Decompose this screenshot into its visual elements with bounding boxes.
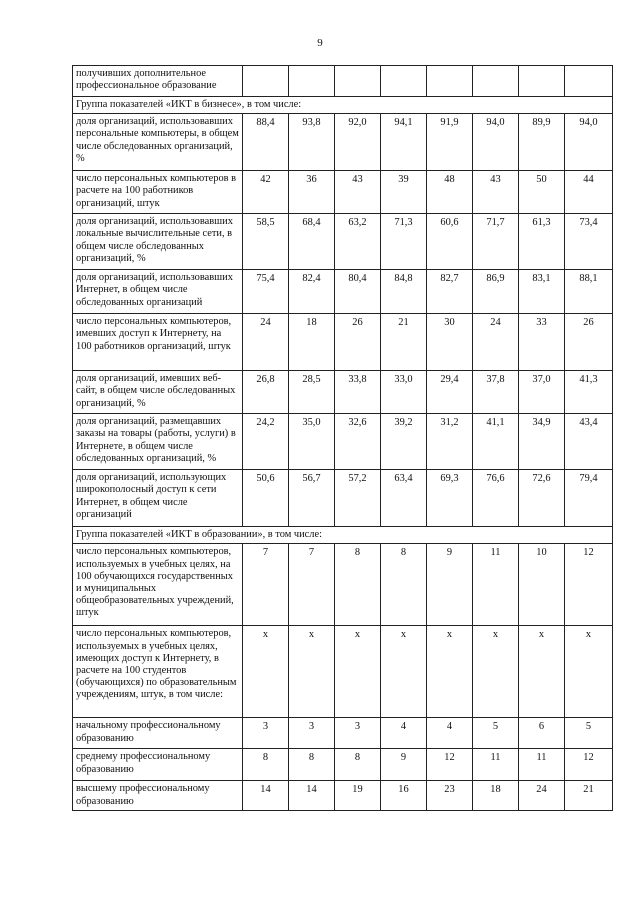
value-cell: 7 bbox=[289, 544, 335, 626]
value-cell: 75,4 bbox=[243, 270, 289, 314]
value-cell: 92,0 bbox=[335, 114, 381, 171]
group-header-row bbox=[73, 527, 613, 544]
value-cell: 3 bbox=[335, 718, 381, 749]
indicator-label: доля организаций, имевших веб-сайт, в общем числе обследованных организаций, % bbox=[73, 371, 243, 414]
value-cell: 76,6 bbox=[473, 470, 519, 527]
indicator-label: получивших дополнительное профессиональное образование bbox=[73, 66, 243, 97]
value-cell: 19 bbox=[335, 781, 381, 811]
value-cell: 41,3 bbox=[565, 371, 613, 414]
value-cell: 28,5 bbox=[289, 371, 335, 414]
value-cell: 33,0 bbox=[381, 371, 427, 414]
indicator-label: число персональных компьютеров, имевших доступ к Интернету, на 100 работников организаций, штук bbox=[73, 314, 243, 371]
value-cell: 39,2 bbox=[381, 414, 427, 470]
value-cell bbox=[381, 66, 427, 97]
value-cell: 82,7 bbox=[427, 270, 473, 314]
group-header-row bbox=[73, 97, 613, 114]
value-cell: 12 bbox=[427, 749, 473, 781]
value-cell bbox=[427, 66, 473, 97]
value-cell: 35,0 bbox=[289, 414, 335, 470]
value-cell: 26 bbox=[565, 314, 613, 371]
value-cell: 12 bbox=[565, 749, 613, 781]
indicator-label: начальному профессиональному образованию bbox=[73, 718, 243, 749]
indicator-label: доля организаций, использовавших персональные компьютеры, в общем числе обследованных организаций, % bbox=[73, 114, 243, 171]
table-row bbox=[73, 781, 613, 811]
value-cell: 63,4 bbox=[381, 470, 427, 527]
value-cell: 57,2 bbox=[335, 470, 381, 527]
value-cell: x bbox=[335, 626, 381, 718]
value-cell: 68,4 bbox=[289, 214, 335, 270]
indicator-label: среднему профессиональному образованию bbox=[73, 749, 243, 781]
value-cell: 89,9 bbox=[519, 114, 565, 171]
value-cell: 84,8 bbox=[381, 270, 427, 314]
value-cell: 29,4 bbox=[427, 371, 473, 414]
value-cell: 33 bbox=[519, 314, 565, 371]
value-cell: 91,9 bbox=[427, 114, 473, 171]
indicator-label: доля организаций, использующих широкополосный доступ к сети Интернет, в общем числе организаций bbox=[73, 470, 243, 527]
value-cell bbox=[473, 66, 519, 97]
value-cell: 36 bbox=[289, 171, 335, 214]
indicator-label: число персональных компьютеров, используемых в учебных целях, на 100 обучающихся государственных и муниципальных общеобразовательных учреждений, штук bbox=[73, 544, 243, 626]
value-cell: 11 bbox=[473, 544, 519, 626]
value-cell: 34,9 bbox=[519, 414, 565, 470]
value-cell: 8 bbox=[335, 544, 381, 626]
value-cell: 88,4 bbox=[243, 114, 289, 171]
indicator-label: доля организаций, использовавших Интернет, в общем числе обследованных организаций bbox=[73, 270, 243, 314]
table-row bbox=[73, 114, 613, 171]
table-row bbox=[73, 470, 613, 527]
value-cell: 41,1 bbox=[473, 414, 519, 470]
value-cell: 9 bbox=[381, 749, 427, 781]
value-cell: x bbox=[519, 626, 565, 718]
value-cell: 71,3 bbox=[381, 214, 427, 270]
value-cell: 14 bbox=[243, 781, 289, 811]
value-cell: 63,2 bbox=[335, 214, 381, 270]
table-row bbox=[73, 544, 613, 626]
value-cell: x bbox=[473, 626, 519, 718]
value-cell: 48 bbox=[427, 171, 473, 214]
value-cell: 69,3 bbox=[427, 470, 473, 527]
value-cell: 80,4 bbox=[335, 270, 381, 314]
value-cell: 5 bbox=[565, 718, 613, 749]
value-cell bbox=[335, 66, 381, 97]
value-cell: 31,2 bbox=[427, 414, 473, 470]
value-cell: 83,1 bbox=[519, 270, 565, 314]
value-cell: 26,8 bbox=[243, 371, 289, 414]
value-cell: 42 bbox=[243, 171, 289, 214]
value-cell: 8 bbox=[335, 749, 381, 781]
table-row bbox=[73, 314, 613, 371]
indicators-table bbox=[72, 65, 613, 811]
value-cell: 37,0 bbox=[519, 371, 565, 414]
value-cell: 24 bbox=[473, 314, 519, 371]
value-cell: 21 bbox=[381, 314, 427, 371]
value-cell: 44 bbox=[565, 171, 613, 214]
table-row bbox=[73, 749, 613, 781]
value-cell: 79,4 bbox=[565, 470, 613, 527]
value-cell: 10 bbox=[519, 544, 565, 626]
value-cell: 60,6 bbox=[427, 214, 473, 270]
value-cell: 14 bbox=[289, 781, 335, 811]
value-cell: 33,8 bbox=[335, 371, 381, 414]
value-cell: 50 bbox=[519, 171, 565, 214]
value-cell: 94,0 bbox=[565, 114, 613, 171]
value-cell: 18 bbox=[289, 314, 335, 371]
value-cell: 94,1 bbox=[381, 114, 427, 171]
table-row bbox=[73, 718, 613, 749]
indicator-label: число персональных компьютеров в расчете на 100 работников организаций, штук bbox=[73, 171, 243, 214]
table-row bbox=[73, 371, 613, 414]
value-cell: 86,9 bbox=[473, 270, 519, 314]
table-row bbox=[73, 626, 613, 718]
value-cell: 43,4 bbox=[565, 414, 613, 470]
indicator-label: высшему профессиональному образованию bbox=[73, 781, 243, 811]
table-row bbox=[73, 214, 613, 270]
value-cell: 23 bbox=[427, 781, 473, 811]
value-cell: x bbox=[427, 626, 473, 718]
value-cell: 30 bbox=[427, 314, 473, 371]
value-cell: 43 bbox=[335, 171, 381, 214]
value-cell: 82,4 bbox=[289, 270, 335, 314]
value-cell: 8 bbox=[243, 749, 289, 781]
indicator-label: доля организаций, использовавших локальные вычислительные сети, в общем числе обследованных организаций, % bbox=[73, 214, 243, 270]
value-cell: x bbox=[565, 626, 613, 718]
value-cell: 32,6 bbox=[335, 414, 381, 470]
value-cell: 73,4 bbox=[565, 214, 613, 270]
value-cell: 88,1 bbox=[565, 270, 613, 314]
value-cell: 43 bbox=[473, 171, 519, 214]
table-body bbox=[73, 66, 613, 811]
value-cell: x bbox=[243, 626, 289, 718]
value-cell: 16 bbox=[381, 781, 427, 811]
group-header-cell: Группа показателей «ИКТ в бизнесе», в том числе: bbox=[73, 97, 613, 114]
table-row bbox=[73, 414, 613, 470]
value-cell: x bbox=[381, 626, 427, 718]
table-row bbox=[73, 66, 613, 97]
table-row bbox=[73, 171, 613, 214]
value-cell: 6 bbox=[519, 718, 565, 749]
value-cell: 3 bbox=[243, 718, 289, 749]
page-number: 9 bbox=[317, 37, 323, 49]
value-cell: 18 bbox=[473, 781, 519, 811]
table-row bbox=[73, 270, 613, 314]
value-cell: 61,3 bbox=[519, 214, 565, 270]
value-cell: 11 bbox=[473, 749, 519, 781]
value-cell: 37,8 bbox=[473, 371, 519, 414]
value-cell: 24 bbox=[519, 781, 565, 811]
value-cell bbox=[519, 66, 565, 97]
value-cell: 9 bbox=[427, 544, 473, 626]
value-cell: 12 bbox=[565, 544, 613, 626]
value-cell: 56,7 bbox=[289, 470, 335, 527]
value-cell: 39 bbox=[381, 171, 427, 214]
value-cell: 3 bbox=[289, 718, 335, 749]
value-cell: 26 bbox=[335, 314, 381, 371]
value-cell: 8 bbox=[289, 749, 335, 781]
value-cell: 72,6 bbox=[519, 470, 565, 527]
value-cell bbox=[289, 66, 335, 97]
value-cell: 8 bbox=[381, 544, 427, 626]
value-cell: 4 bbox=[381, 718, 427, 749]
value-cell bbox=[243, 66, 289, 97]
value-cell: 24,2 bbox=[243, 414, 289, 470]
value-cell: 93,8 bbox=[289, 114, 335, 171]
value-cell: 11 bbox=[519, 749, 565, 781]
value-cell: 7 bbox=[243, 544, 289, 626]
value-cell: 94,0 bbox=[473, 114, 519, 171]
value-cell: 24 bbox=[243, 314, 289, 371]
value-cell bbox=[565, 66, 613, 97]
value-cell: 50,6 bbox=[243, 470, 289, 527]
value-cell: x bbox=[289, 626, 335, 718]
indicator-label: доля организаций, размещавших заказы на товары (работы, услуги) в Интернете, в общем числе обследованных организаций, % bbox=[73, 414, 243, 470]
value-cell: 4 bbox=[427, 718, 473, 749]
value-cell: 71,7 bbox=[473, 214, 519, 270]
value-cell: 5 bbox=[473, 718, 519, 749]
value-cell: 21 bbox=[565, 781, 613, 811]
value-cell: 58,5 bbox=[243, 214, 289, 270]
indicator-label: число персональных компьютеров, используемых в учебных целях, имеющих доступ к Интернету, в расчете на 100 студентов (обучающихся) по образовательным учреждениям, штук, в том числе: bbox=[73, 626, 243, 718]
group-header-cell: Группа показателей «ИКТ в образовании», в том числе: bbox=[73, 527, 613, 544]
